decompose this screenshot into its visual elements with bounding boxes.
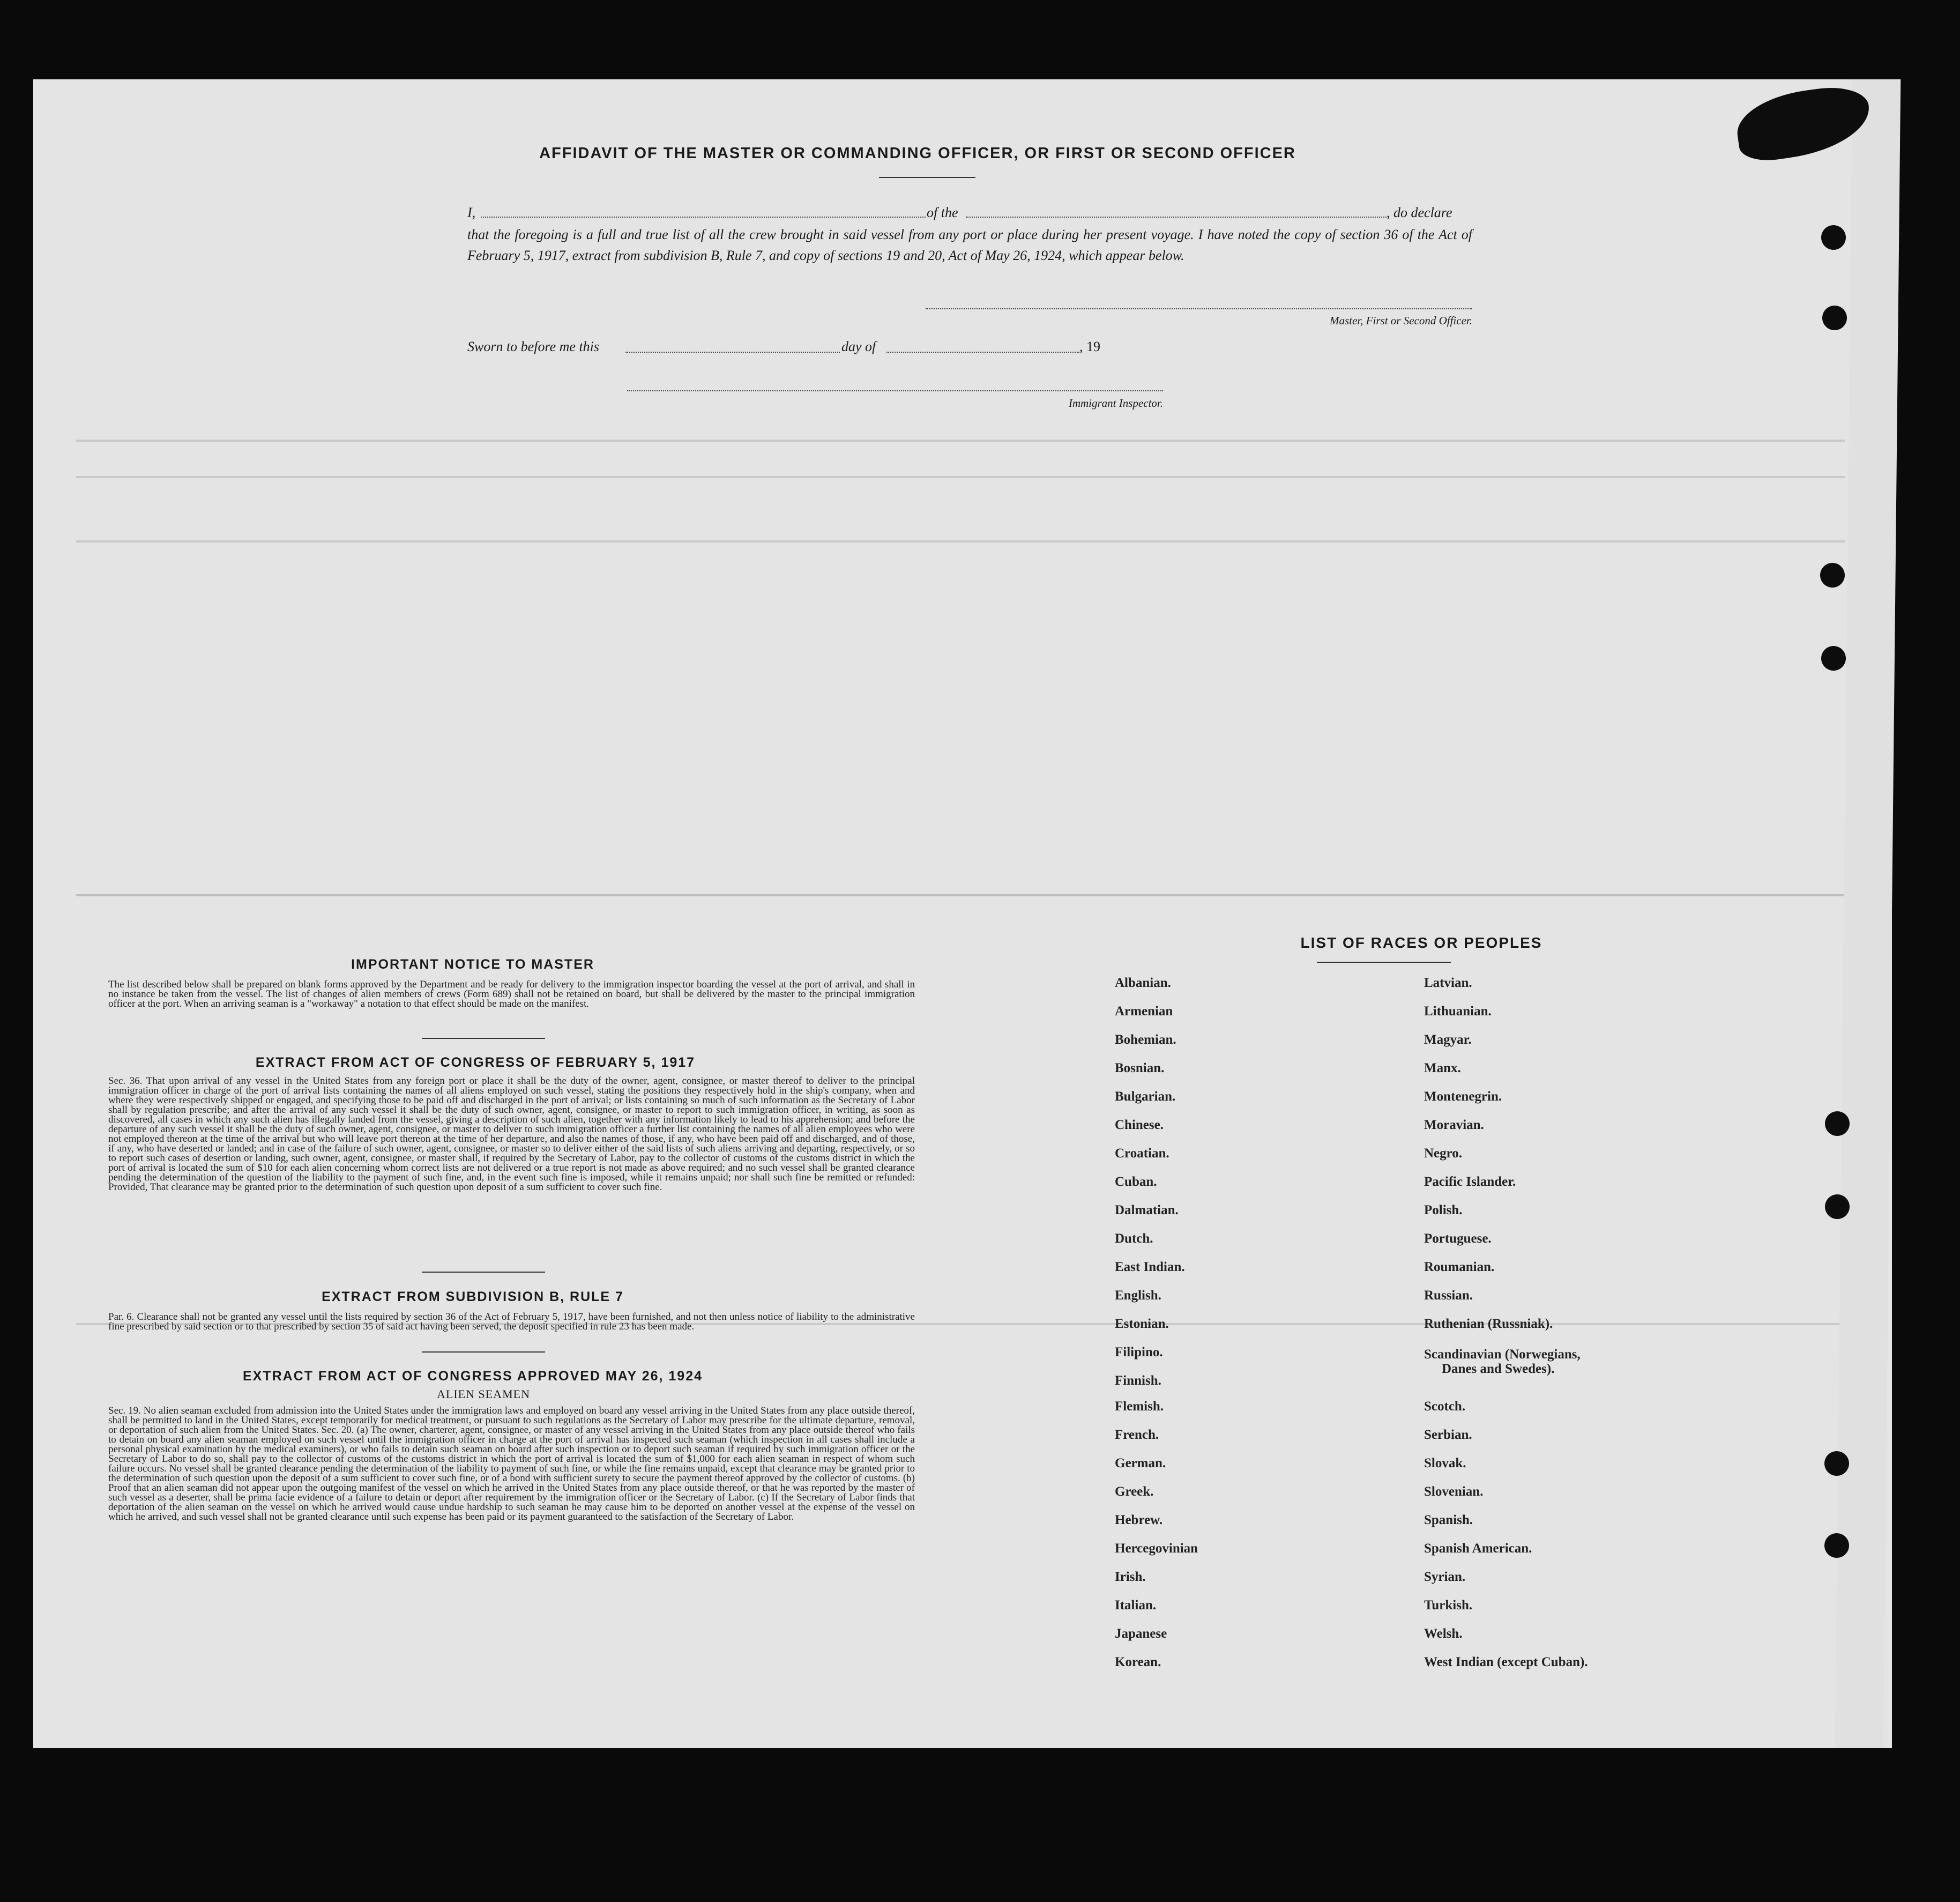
race-item: Bohemian. bbox=[1115, 1032, 1176, 1047]
race-item: West Indian (except Cuban). bbox=[1424, 1655, 1588, 1669]
race-item: Estonian. bbox=[1115, 1317, 1169, 1331]
races-title: LIST OF RACES OR PEOPLES bbox=[1300, 934, 1542, 951]
sworn-day-line[interactable] bbox=[625, 352, 840, 353]
punch-hole bbox=[1824, 1533, 1849, 1558]
race-item: Slovak. bbox=[1424, 1456, 1466, 1470]
race-item: Welsh. bbox=[1424, 1626, 1463, 1641]
race-item: Bosnian. bbox=[1115, 1061, 1165, 1075]
extract-1924-title: EXTRACT FROM ACT OF CONGRESS APPROVED MAY 26, 1924 bbox=[242, 1369, 703, 1384]
punch-hole bbox=[1825, 1111, 1850, 1136]
sworn-year-label: , 19 bbox=[1079, 339, 1100, 354]
race-item: Greek. bbox=[1115, 1484, 1154, 1499]
race-item: Croatian. bbox=[1115, 1146, 1169, 1161]
race-item: Serbian. bbox=[1424, 1428, 1472, 1442]
race-item: Montenegrin. bbox=[1424, 1089, 1502, 1104]
race-item: Scandinavian (Norwegians, bbox=[1424, 1347, 1581, 1362]
race-item: Flemish. bbox=[1115, 1399, 1164, 1414]
race-item: Irish. bbox=[1115, 1570, 1146, 1584]
section-divider bbox=[422, 1038, 545, 1039]
race-item: Syrian. bbox=[1424, 1570, 1466, 1584]
bleed-through-line bbox=[76, 894, 1845, 896]
race-item: Korean. bbox=[1115, 1655, 1161, 1669]
race-item: Italian. bbox=[1115, 1598, 1157, 1613]
notice-body: The list described below shall be prepared on blank forms approved by the Department and be ready for delivery to the immigration inspector boarding the vessel at the port of arrival, and shall in no instance be taken from the vessel. The list of changes of alien members of crews (Form 689) shall not be retained on board, but shall be delivered by the master to the principal immigration officer at the port. When an arriving seaman is a "workaway" a notation to that effect should be made on the manifest. bbox=[108, 979, 915, 1009]
race-item: Moravian. bbox=[1424, 1118, 1484, 1132]
race-item: Bulgarian. bbox=[1115, 1089, 1176, 1104]
race-item: Dutch. bbox=[1115, 1231, 1153, 1246]
affidavit-of-the-label: of the bbox=[927, 205, 958, 220]
race-item: Dalmatian. bbox=[1115, 1203, 1179, 1217]
extract-1917-body: Sec. 36. That upon arrival of any vessel in the United States from any foreign port or place it shall be the duty of the owner, agent, consignee, or master thereof to deliver to the principal immigration officer in charge of the port of arrival lists containing the names of all aliens employed on such vessel, stating the positions they respectively hold in the ship's company, when and where they were respectively shipped or engaged, and specifying those to be paid off and discharged in the port of arrival; or lists containing so much of such information as the Secretary of Labor shall by regulation prescribe; and after the arrival of any such vessel it shall be the duty of such owner, agent, consignee, or master to report to such immigration officer, in writing, as soon as discovered, all cases in which any such alien has illegally landed from the vessel, giving a description of such alien, together with any information likely to lead to his apprehension; and before the departure of any such vessel it shall be the duty of such owner, agent, consignee, or master to deliver to such immigration officer a further list containing the names of all alien employees who were not employed thereon at the time of the arrival but who will leave port thereon at the time of her departure, and also the names of those, if any, who have been paid off and discharged, and of those, if any, who have deserted or landed; and in case of the failure of such owner, agent, consignee, or master so to deliver either of the said lists of such aliens arriving and departing, respectively, or so to report such cases of desertion or landing, such owner, agent, consignee, or master shall, if required by the Secretary of Labor, pay to the collector of customs of the customs district in which the port of arrival is located the sum of $10 for each alien concerning whom correct lists are not delivered or a true report is not made as above required; and no such vessel shall be granted clearance pending the determination of the question of the liability to the payment of such fine, and, in the event such fine is imposed, while it remains unpaid; nor shall such fine be remitted or refunded: Provided, That clearance may be granted prior to the determination of such question upon deposit of a sum sufficient to cover such fine. bbox=[108, 1075, 915, 1193]
extract-rule7-title: EXTRACT FROM SUBDIVISION B, RULE 7 bbox=[322, 1289, 624, 1304]
race-item: Finnish. bbox=[1115, 1373, 1161, 1388]
race-item: Negro. bbox=[1424, 1146, 1463, 1161]
sworn-prefix: Sworn to before me this bbox=[467, 339, 600, 354]
race-item: Manx. bbox=[1424, 1061, 1461, 1075]
race-item: Spanish American. bbox=[1424, 1541, 1532, 1556]
race-item: English. bbox=[1115, 1288, 1161, 1303]
race-item: Japanese bbox=[1115, 1626, 1167, 1641]
bleed-through-line bbox=[76, 440, 1845, 442]
document-page bbox=[33, 79, 1892, 1748]
extract-1924-subtitle: ALIEN SEAMEN bbox=[437, 1387, 530, 1401]
race-item: Portuguese. bbox=[1424, 1231, 1492, 1246]
sworn-month-line[interactable] bbox=[886, 352, 1079, 353]
race-item: Ruthenian (Russniak). bbox=[1424, 1317, 1553, 1331]
race-item: Filipino. bbox=[1115, 1345, 1163, 1359]
race-item: Spanish. bbox=[1424, 1513, 1473, 1527]
race-item: Chinese. bbox=[1115, 1118, 1164, 1132]
sworn-day-of-label: day of bbox=[841, 339, 876, 354]
race-item: German. bbox=[1115, 1456, 1166, 1470]
punch-hole bbox=[1821, 646, 1846, 671]
vessel-field-line[interactable] bbox=[966, 217, 1387, 218]
affidavit-body: that the foregoing is a full and true list of all the crew brought in said vessel from any port or place during her present voyage. I have noted the copy of section 36 of the Act of February 5, 1917, extract from subdivision B, Rule 7, and copy of sections 19 and 20, Act of May 26, 1924, which appear below. bbox=[467, 227, 1472, 263]
race-item: Pacific Islander. bbox=[1424, 1175, 1516, 1189]
race-item: Armenian bbox=[1115, 1004, 1173, 1019]
punch-hole bbox=[1825, 1194, 1850, 1219]
affidavit-title: AFFIDAVIT OF THE MASTER OR COMMANDING OFFICER, OR FIRST OR SECOND OFFICER bbox=[539, 145, 1296, 162]
affidavit-i-label: I, bbox=[467, 205, 476, 220]
punch-hole bbox=[1820, 563, 1845, 588]
inspector-signature-line[interactable] bbox=[627, 390, 1163, 391]
race-item: Cuban. bbox=[1115, 1175, 1157, 1189]
signature-line[interactable] bbox=[926, 308, 1472, 309]
punch-hole bbox=[1822, 306, 1847, 330]
race-item: Lithuanian. bbox=[1424, 1004, 1492, 1019]
race-item: Hercegovinian bbox=[1115, 1541, 1198, 1556]
race-item: French. bbox=[1115, 1428, 1159, 1442]
affidavit-declare-label: , do declare bbox=[1387, 205, 1452, 220]
section-divider bbox=[422, 1351, 545, 1353]
bleed-through-line bbox=[76, 540, 1845, 543]
punch-hole bbox=[1821, 225, 1846, 250]
races-title-divider bbox=[1317, 962, 1451, 963]
race-item: East Indian. bbox=[1115, 1260, 1185, 1274]
signature-label: Master, First or Second Officer. bbox=[1330, 314, 1472, 327]
race-item: Slovenian. bbox=[1424, 1484, 1484, 1499]
race-item: Russian. bbox=[1424, 1288, 1473, 1303]
name-field-line[interactable] bbox=[481, 217, 926, 218]
section-divider bbox=[422, 1272, 545, 1273]
extract-rule7-body: Par. 6. Clearance shall not be granted any vessel until the lists required by section 36 of the Act of February 5, 1917, have been furnished, and not then unless notice of liability to the administrative fine prescribed by said section or to that prescribed by section 35 of said act having been served, the deposit specified in rule 23 has been made. bbox=[108, 1311, 915, 1332]
bleed-through-line bbox=[76, 476, 1845, 478]
race-item: Scotch. bbox=[1424, 1399, 1466, 1414]
punch-hole bbox=[1824, 1451, 1849, 1476]
race-item: Hebrew. bbox=[1115, 1513, 1163, 1527]
title-divider bbox=[879, 177, 975, 178]
race-item: Polish. bbox=[1424, 1203, 1463, 1217]
notice-title: IMPORTANT NOTICE TO MASTER bbox=[351, 957, 594, 972]
race-item: Latvian. bbox=[1424, 976, 1472, 990]
race-item: Magyar. bbox=[1424, 1032, 1472, 1047]
race-item: Albanian. bbox=[1115, 976, 1171, 990]
extract-1924-body: Sec. 19. No alien seaman excluded from admission into the United States under the immigration laws and employed on board any vessel arriving in the United States from any place outside thereof, shall be permitted to land in the United States, except temporarily for medical treatment, or pursuant to such regulations as the Secretary of Labor may prescribe for the ultimate departure, removal, or deportation of such alien from the United States. Sec. 20. (a) The owner, charterer, agent, consignee, or master of any vessel arriving in the United States from any place outside thereof who fails to detain on board any alien seaman employed on such vessel until the immigration officer in charge at the port of arrival has inspected such seaman (which inspection in all cases shall include a personal physical examination by the medical examiners), or who fails to detain such seaman on board after such inspection or to deport such seaman if required by such immigration officer or the Secretary of Labor to do so, shall pay to the collector of customs of the customs district in which the port of arrival is located the sum of $1,000 for each alien seaman in respect of whom such failure occurs. No vessel shall be granted clearance pending the determination of the liability to payment of such fine, or while the fine remains unpaid, except that clearance may be granted prior to the determination of such question upon the deposit of a sum sufficient to cover such fine, or of a bond with sufficient surety to secure the payment thereof approved by the collector of customs. (b) Proof that an alien seaman did not appear upon the outgoing manifest of the vessel on which he arrived in the United States from any place outside thereof, or that he was reported by the master of such vessel as a deserter, shall be prima facie evidence of a failure to detain or deport after requirement by the immigration officer or the Secretary of Labor. (c) If the Secretary of Labor finds that deportation of the alien seaman on the vessel on which he arrived would cause undue hardship to such seaman he may cause him to be deported on another vessel at the expense of the vessel on which he arrived, and such vessel shall not be granted clearance until such expense has been paid or its payment guaranteed to the satisfaction of the Secretary of Labor. bbox=[108, 1405, 915, 1522]
race-item: Roumanian. bbox=[1424, 1260, 1495, 1274]
inspector-label: Immigrant Inspector. bbox=[1068, 397, 1163, 410]
race-item: Danes and Swedes). bbox=[1442, 1362, 1555, 1376]
race-item: Turkish. bbox=[1424, 1598, 1473, 1613]
extract-1917-title: EXTRACT FROM ACT OF CONGRESS OF FEBRUARY 5, 1917 bbox=[255, 1055, 696, 1070]
